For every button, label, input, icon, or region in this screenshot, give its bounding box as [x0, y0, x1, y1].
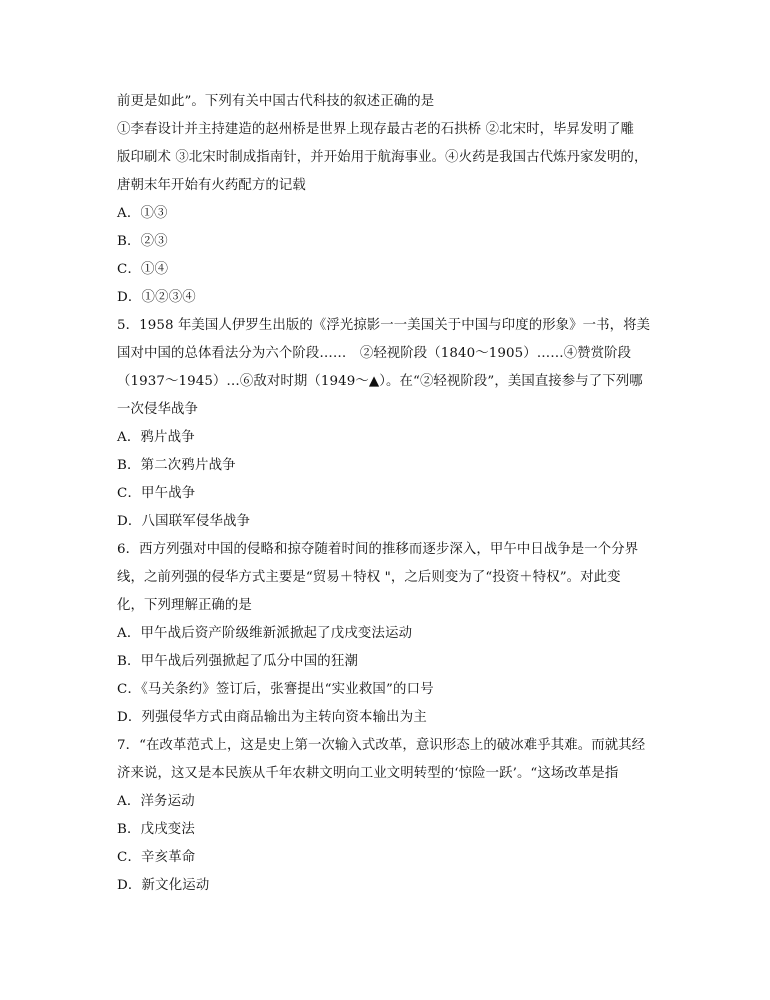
q6-line-3: 化，下列理解正确的是 [117, 598, 252, 613]
q6-line-2: 线，之前列强的侵华方式主要是“贸易＋特权 "，之后则变为了“投资＋特权”。对此变 [117, 570, 621, 585]
q4-statement-line-3: 唐朝末年开始有火药配方的记载 [117, 178, 306, 193]
q4-option-d: D．①②③④ [117, 290, 196, 305]
q7-line-1: 7．“在改革范式上，这是史上第一次输入式改革，意识形态上的破冰难乎其难。而就其经 [117, 738, 646, 753]
q7-line-2: 济来说，这又是本民族从千年农耕文明向工业文明转型的‘惊险一跃’。“这场改革是指 [117, 766, 619, 781]
q7-option-c: C．辛亥革命 [117, 850, 196, 865]
q5-line-1: 5．1958 年美国人伊罗生出版的《浮光掠影一一美国关于中国与印度的形象》一书，将美 [117, 318, 651, 333]
q5-option-a: A．鸦片战争 [117, 430, 195, 445]
q5-option-d: D．八国联军侵华战争 [117, 514, 251, 529]
q6-option-b: B．甲午战后列强掀起了瓜分中国的狂潮 [117, 654, 359, 669]
q5-line-2: 国对中国的总体看法分为六个阶段…… ②轻视阶段（1840～1905）……④赞赏阶段 [117, 346, 632, 361]
q6-line-1: 6．西方列强对中国的侵略和掠夺随着时间的推移而逐步深入，甲午中日战争是一个分界 [117, 542, 639, 557]
q7-option-d: D．新文化运动 [117, 878, 210, 893]
q4-statement-line-1: ①李春设计并主持建造的赵州桥是世界上现存最古老的石拱桥 ②北宋时，毕昇发明了雕 [117, 122, 634, 137]
q4-stem-tail: 前更是如此”。下列有关中国古代科技的叙述正确的是 [117, 94, 435, 109]
q6-option-a: A．甲午战后资产阶级维新派掀起了戊戌变法运动 [117, 626, 413, 641]
q5-option-c: C．甲午战争 [117, 486, 196, 501]
q7-option-a: A．洋务运动 [117, 794, 195, 809]
q7-option-b: B．戊戌变法 [117, 822, 195, 837]
q4-option-a: A．①③ [117, 206, 168, 221]
q4-option-b: B．②③ [117, 234, 168, 249]
q5-line-3: （1937～1945）…⑥敌对时期（1949～▲）。在“②轻视阶段”，美国直接参与了下列哪 [117, 374, 643, 389]
q5-option-b: B．第二次鸦片战争 [117, 458, 236, 473]
q6-option-d: D．列强侵华方式由商品输出为主转向资本输出为主 [117, 710, 427, 725]
q4-option-c: C．①④ [117, 262, 169, 277]
q6-option-c: C．《马关条约》签订后，张謇提出“实业救国”的口号 [117, 682, 434, 697]
q4-statement-line-2: 版印刷术 ③北宋时制成指南针，并开始用于航海事业。④火药是我国古代炼丹家发明的， [117, 150, 648, 165]
q5-line-4: 一次侵华战争 [117, 402, 198, 417]
